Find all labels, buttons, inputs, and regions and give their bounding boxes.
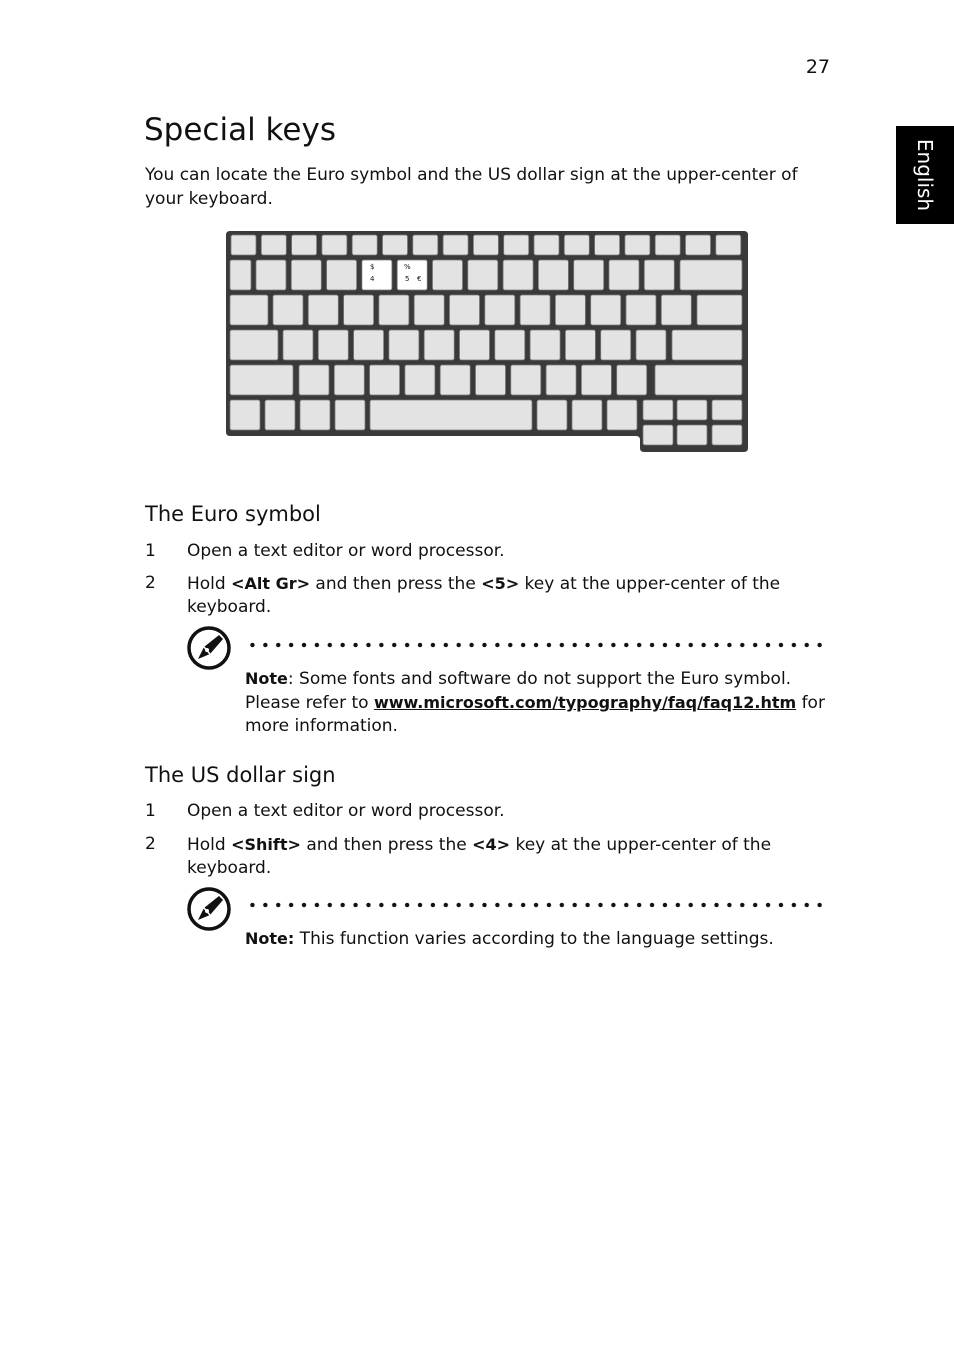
- keyboard-key: [495, 330, 525, 360]
- key-name-4: <4>: [472, 835, 511, 854]
- keyboard-key: [299, 365, 329, 395]
- keyboard-key: [625, 235, 650, 255]
- keyboard-key: [655, 365, 742, 395]
- keyboard-key: [405, 365, 435, 395]
- euro-key-bottom: 5: [405, 275, 410, 283]
- keyboard-key: [686, 235, 711, 255]
- keyboard-key: [572, 400, 602, 430]
- keyboard-diagram: [224, 229, 750, 454]
- note-pen-icon: [186, 886, 232, 932]
- key-name-5: <5>: [481, 574, 520, 593]
- keyboard-key: [591, 295, 621, 325]
- step-text: Open a text editor or word processor.: [187, 801, 505, 821]
- keyboard-key: [273, 295, 303, 325]
- keyboard-key: [503, 260, 533, 290]
- keyboard-key: [697, 295, 742, 325]
- step-number: 1: [145, 801, 156, 821]
- faq-link[interactable]: www.microsoft.com/typography/faq/faq12.htm: [373, 693, 797, 712]
- keyboard-key: [352, 235, 377, 255]
- keyboard-key: [383, 235, 408, 255]
- euro-key-top: %: [404, 263, 411, 271]
- keyboard-key: [655, 235, 680, 255]
- note-divider: [246, 902, 830, 908]
- keyboard-key: [413, 235, 438, 255]
- keyboard-key: [643, 400, 673, 420]
- keyboard-key: [546, 365, 576, 395]
- keyboard-key: [607, 400, 637, 430]
- usd-section-heading: The US dollar sign: [145, 763, 336, 787]
- keyboard-key: [370, 365, 400, 395]
- keyboard-key: [595, 235, 620, 255]
- keyboard-key: [300, 400, 330, 430]
- keyboard-key: [335, 400, 365, 430]
- keyboard-key: [344, 295, 374, 325]
- page-title: Special keys: [144, 112, 336, 148]
- keyboard-key: [565, 330, 595, 360]
- keyboard-key: [389, 330, 419, 360]
- keyboard-key: [677, 400, 707, 420]
- page-number: 27: [805, 56, 830, 78]
- note-label: Note:: [245, 929, 295, 948]
- keyboard-key: [530, 330, 560, 360]
- keyboard-key: [414, 295, 444, 325]
- step-number: 1: [145, 541, 156, 561]
- keyboard-key: [440, 365, 470, 395]
- keyboard-key: [256, 260, 286, 290]
- usd-note: Note: This function varies according to the language settings.: [245, 929, 774, 949]
- note-divider: [246, 642, 830, 648]
- keyboard-key: [283, 330, 313, 360]
- keyboard-key: [291, 260, 321, 290]
- keyboard-key: [617, 365, 647, 395]
- keyboard-key: [716, 235, 741, 255]
- keyboard-key: [485, 295, 515, 325]
- keyboard-key: [230, 400, 260, 430]
- keyboard-key: [230, 295, 268, 325]
- key-name-altgr: <Alt Gr>: [231, 574, 311, 593]
- keyboard-key: [292, 235, 317, 255]
- keyboard-key: [644, 260, 674, 290]
- keyboard-key: [379, 295, 409, 325]
- keyboard-key: [574, 260, 604, 290]
- keyboard-key: [327, 260, 357, 290]
- keyboard-key: [555, 295, 585, 325]
- keyboard-key: [370, 400, 532, 430]
- step-text: Hold <Alt Gr> and then press the <5> key at the upper-center of the keyboard.: [187, 574, 781, 617]
- keyboard-key: [265, 400, 295, 430]
- keyboard-key: [712, 400, 742, 420]
- keyboard-key: [626, 295, 656, 325]
- key-name-shift: <Shift>: [231, 835, 301, 854]
- keyboard-key: [712, 425, 742, 445]
- keyboard-key: [318, 330, 348, 360]
- keyboard-key: [230, 260, 251, 290]
- keyboard-key: [672, 330, 742, 360]
- euro-section-heading: The Euro symbol: [145, 502, 321, 526]
- keyboard-key: [534, 235, 559, 255]
- keyboard-key: [538, 260, 568, 290]
- keyboard-key: [354, 330, 384, 360]
- keyboard-key: [308, 295, 338, 325]
- euro-note: Note: Some fonts and software do not support the Euro symbol. Please refer to www.microsoft.com/typography/faq/faq12.htm for more information.: [245, 669, 825, 736]
- keyboard-key: [230, 330, 278, 360]
- keyboard-key: [443, 235, 468, 255]
- keyboard-key: [261, 235, 286, 255]
- keyboard-key: [677, 425, 707, 445]
- language-tab-label: English: [913, 138, 937, 212]
- keyboard-key: [473, 235, 498, 255]
- keyboard-key: [468, 260, 498, 290]
- keyboard-key: [680, 260, 742, 290]
- keyboard-key: [322, 235, 347, 255]
- keyboard-key: [450, 295, 480, 325]
- intro-paragraph: You can locate the Euro symbol and the US dollar sign at the upper-center of your keyboard.: [145, 165, 798, 209]
- step-text: Hold <Shift> and then press the <4> key at the upper-center of the keyboard.: [187, 835, 772, 878]
- keyboard-key: [433, 260, 463, 290]
- keyboard-key: [581, 365, 611, 395]
- step-text: Open a text editor or word processor.: [187, 541, 505, 561]
- keyboard-key: [520, 295, 550, 325]
- keyboard-key: [661, 295, 691, 325]
- language-tab: [896, 126, 954, 224]
- step-number: 2: [145, 573, 156, 593]
- keyboard-key: [231, 235, 256, 255]
- highlighted-key: [362, 260, 392, 290]
- keyboard-key: [601, 330, 631, 360]
- keyboard-key: [609, 260, 639, 290]
- step-number: 2: [145, 834, 156, 854]
- dollar-key-bottom: 4: [370, 275, 375, 283]
- keyboard-key: [504, 235, 529, 255]
- note-label: Note: [245, 669, 288, 688]
- dollar-key-top: $: [370, 263, 375, 271]
- keyboard-key: [537, 400, 567, 430]
- keyboard-key: [230, 365, 293, 395]
- note-pen-icon: [186, 625, 232, 671]
- keyboard-key: [636, 330, 666, 360]
- keyboard-key: [476, 365, 506, 395]
- keyboard-key: [564, 235, 589, 255]
- highlighted-key: [397, 260, 427, 290]
- keyboard-key: [643, 425, 673, 445]
- keyboard-keys: [230, 235, 742, 445]
- keyboard-key: [424, 330, 454, 360]
- euro-key-alt: €: [417, 275, 422, 283]
- keyboard-key: [460, 330, 490, 360]
- keyboard-key: [511, 365, 541, 395]
- keyboard-key: [334, 365, 364, 395]
